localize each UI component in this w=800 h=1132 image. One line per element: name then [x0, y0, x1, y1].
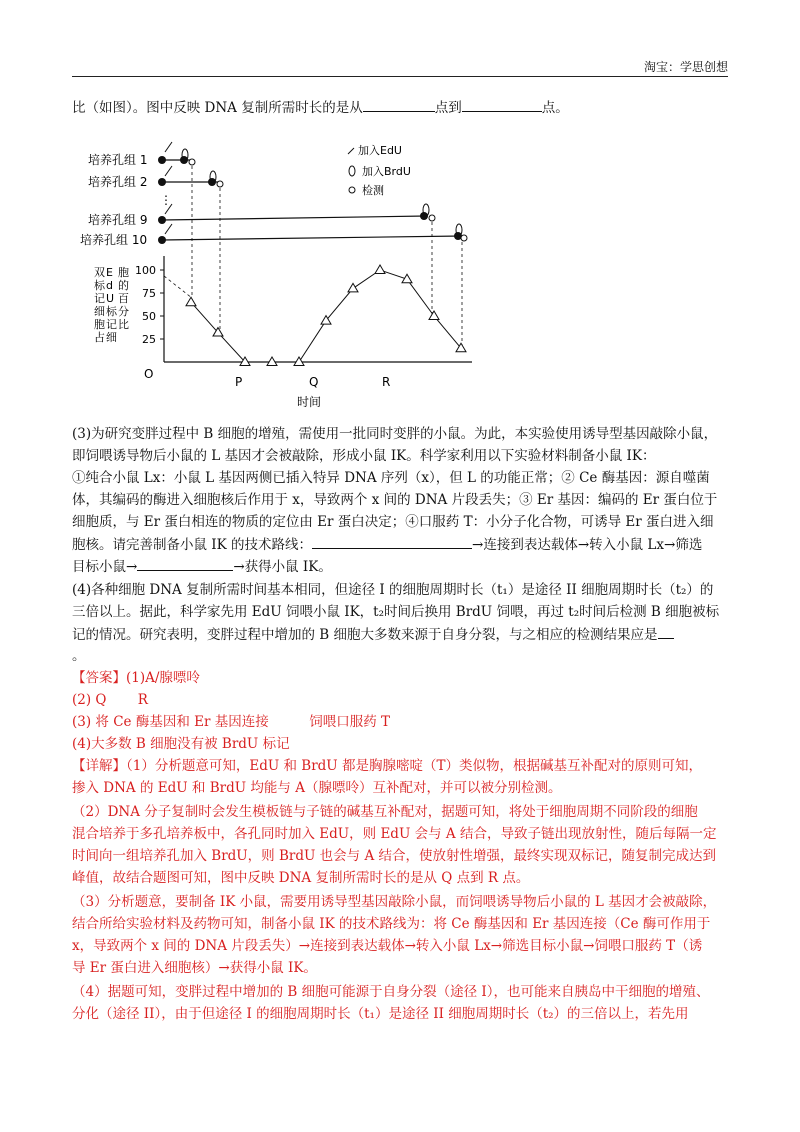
group-label-2: 培养孔组 2 [88, 175, 148, 189]
group-timelines [162, 160, 462, 240]
axes [164, 256, 472, 362]
answer-blank-1[interactable] [363, 97, 435, 112]
y-axis-label-char: 占 [94, 331, 105, 344]
answer-blank-5[interactable] [658, 624, 674, 639]
q3-line-7 [72, 556, 732, 577]
q4-line-3 [72, 624, 732, 645]
q3-line-5: 细胞质，与 Er 蛋白相连的物质的定位由 Er 蛋白决定；④口服药 T：小分子化合物，可诱导 Er 蛋白进入细 [72, 514, 714, 530]
data-series [186, 265, 466, 366]
y-tick-label: 50 [142, 310, 156, 323]
q3-line-3: ①纯合小鼠 Lx：小鼠 L 基因两侧已插入特异 DNA 序列（x），但 L 的功能正常；② Ce 酶基因：源自噬菌 [72, 470, 710, 486]
explain-line-7: （3）分析题意，要制备 IK 小鼠，需要用诱导型基因敲除小鼠，而饲喂诱导物后小鼠的 L 基因才会被敲除， [72, 894, 717, 910]
answer-line-3: (3) 将 Ce 酶基因和 Er 基因连接 饲喂口服药 T [72, 714, 391, 730]
q3-line-7-after: →获得小鼠 IK。 [233, 559, 332, 575]
explain-line-2: 掺入 DNA 的 EdU 和 BrdU 均能与 A（腺嘌呤）互补配对，并可以被分别检测。 [72, 780, 562, 796]
y-tick-label: 25 [142, 333, 156, 346]
intro-text-mid: 点到 [434, 100, 462, 116]
y-axis-label-char: 双 [94, 266, 105, 279]
point-label-p: P [235, 375, 243, 389]
explain-line-3: （2）DNA 分子复制时会发生模板链与子链的碱基互补配对，据题可知，将处于细胞周期不同阶段的细胞 [72, 804, 698, 820]
detect-icon [349, 187, 355, 193]
data-point-triangle [429, 311, 439, 320]
legend [348, 143, 411, 197]
answer-blank-3[interactable] [312, 534, 472, 549]
intro-text-end: 点。 [541, 100, 569, 116]
header-text: 淘宝：学思创想 [643, 60, 728, 74]
y-ticks [135, 264, 164, 346]
point-label-r: R [382, 375, 391, 389]
brdu-marks [182, 149, 462, 236]
data-point-triangle [375, 265, 385, 274]
explain-line-1: 【详解】（1）分析题意可知，EdU 和 BrdU 都是胸腺嘧啶（T）类似物，根据碱基互补配对的原则可知， [72, 758, 702, 774]
q3-line-4: 体，其编码的酶进入细胞核后作用于 x，导致两个 x 间的 DNA 片段丢失；③ Er 基因：编码的 Er 蛋白位于 [72, 492, 718, 508]
q3-line-6-text: 胞核。请完善制备小鼠 IK 的技术路线： [72, 537, 313, 553]
explain-line-4: 混合培养于多孔培养板中，各孔同时加入 EdU，则 EdU 会与 A 结合，导致子链出现放射性，随后每隔一定 [72, 826, 717, 842]
q3-line-2: 即饲喂诱导物后小鼠的 L 基因才会被敲除，形成小鼠 IK。科学家利用以下实验材料制备小鼠 IK： [72, 448, 656, 464]
q3-line-7-text: 目标小鼠→ [72, 559, 138, 575]
legend-detect: 检测 [362, 184, 384, 197]
y-axis-label-char: 比 [118, 318, 129, 331]
x-axis-label: 时间 [297, 395, 322, 409]
q4-line-2: 三倍以上。据此，科学家先用 EdU 饲喂小鼠 IK，t₂时间后换用 BrdU 饲喂，再过 t₂时间后检测 B 细胞被标 [72, 604, 720, 620]
explain-line-8: 结合所给实验材料及药物可知，制备小鼠 IK 的技术路线为：将 Ce 酶基因和 Er 基因连接（Ce 酶可作用于 [72, 916, 711, 932]
y-axis-label-char: 标 [106, 305, 117, 318]
experiment-figure [72, 128, 492, 418]
y-axis-label-char: 细 [106, 331, 117, 344]
y-axis-label-char: 百 [118, 292, 129, 305]
brdu-icon [349, 166, 355, 176]
y-axis-label-char: 记 [106, 318, 117, 331]
legend-brdu: 加入BrdU [362, 165, 411, 178]
drop-lines [164, 166, 462, 348]
edu-dots [158, 156, 462, 244]
ellipsis: ⋮ [160, 193, 172, 207]
group-label-10: 培养孔组 10 [80, 233, 148, 247]
data-point-triangle [348, 283, 358, 292]
y-axis-label-char: 分 [118, 305, 129, 318]
q3-line-6 [72, 534, 732, 555]
legend-edu: 加入EdU [358, 144, 402, 157]
group-label-1: 培养孔组 1 [88, 153, 148, 167]
data-point-triangle [267, 357, 277, 366]
explain-line-9: x，导致两个 x 间的 DNA 片段丢失）→连接到表达载体→转入小鼠 Lx→筛选目标小鼠→饲喂口服药 T（诱 [72, 938, 703, 954]
answer-line-4: (4)大多数 B 细胞没有被 BrdU 标记 [72, 736, 290, 752]
y-axis-label-char: 的 [118, 279, 129, 292]
y-axis-label-char: U [106, 292, 115, 305]
y-axis-label-char: 胞 [94, 318, 105, 331]
y-axis-label [94, 266, 129, 344]
explain-line-11: （4）据题可知，变胖过程中增加的 B 细胞可能源于自身分裂（途径 I），也可能来自胰岛中干细胞的增殖、 [72, 984, 710, 1000]
point-label-q: Q [309, 375, 319, 389]
answer-blank-4[interactable] [137, 556, 233, 571]
y-axis-label-char: 胞 [118, 266, 129, 279]
explain-line-12: 分化（途径 II），由于但途径 I 的细胞周期时长（t₁）是途径 II 细胞周期时长（t₂）的三倍以上，若先用 [72, 1006, 689, 1022]
y-tick-label: 75 [142, 287, 156, 300]
y-axis-label-char: 细 [94, 305, 105, 318]
q3-line-6-after: →连接到表达载体→转入小鼠 Lx→筛选 [472, 537, 703, 553]
group-label-9: 培养孔组 9 [88, 213, 148, 227]
y-axis-label-char: d [106, 279, 113, 292]
answer-line-1: 【答案】(1)A/腺嘌呤 [72, 670, 200, 686]
intro-line [72, 97, 732, 118]
data-point-triangle [186, 297, 196, 306]
detect-circles [189, 159, 467, 241]
data-point-triangle [294, 357, 304, 366]
y-axis-label-char: 记 [94, 292, 105, 305]
explain-line-10: 导 Er 蛋白进入细胞核）→获得小鼠 IK。 [72, 960, 317, 976]
q4-line-4: 。 [72, 648, 86, 664]
q3-line-1: (3)为研究变胖过程中 B 细胞的增殖，需使用一批同时变胖的小鼠。为此，本实验使用诱导型基因敲除小鼠， [72, 426, 718, 442]
answer-line-2: (2) Q R [72, 692, 148, 708]
answer-blank-2[interactable] [462, 97, 542, 112]
q4-line-3-text: 记的情况。研究表明，变胖过程中增加的 B 细胞大多数来源于自身分裂，与之相应的检测结果应是 [72, 627, 658, 643]
q4-line-1: (4)各种细胞 DNA 复制所需时间基本相同，但途径 I 的细胞周期时长（t₁）是途径 II 细胞周期时长（t₂）的 [72, 582, 714, 598]
y-tick-label: 100 [135, 264, 156, 277]
explain-line-5: 时间向一组培养孔加入 BrdU，则 BrdU 也会与 A 结合，使放射性增强，最终实现双标记，随复制完成达到 [72, 848, 716, 864]
page-header [72, 58, 728, 77]
explain-line-6: 峰值，故结合题图可知，图中反映 DNA 复制所需时长的是从 Q 点到 R 点。 [72, 870, 530, 886]
y-axis-label-char: 标 [94, 279, 105, 292]
intro-text: 比（如图）。图中反映 DNA 复制所需时长的是从 [72, 100, 363, 116]
origin-label: O [144, 367, 154, 381]
y-axis-label-char: E [106, 266, 113, 279]
